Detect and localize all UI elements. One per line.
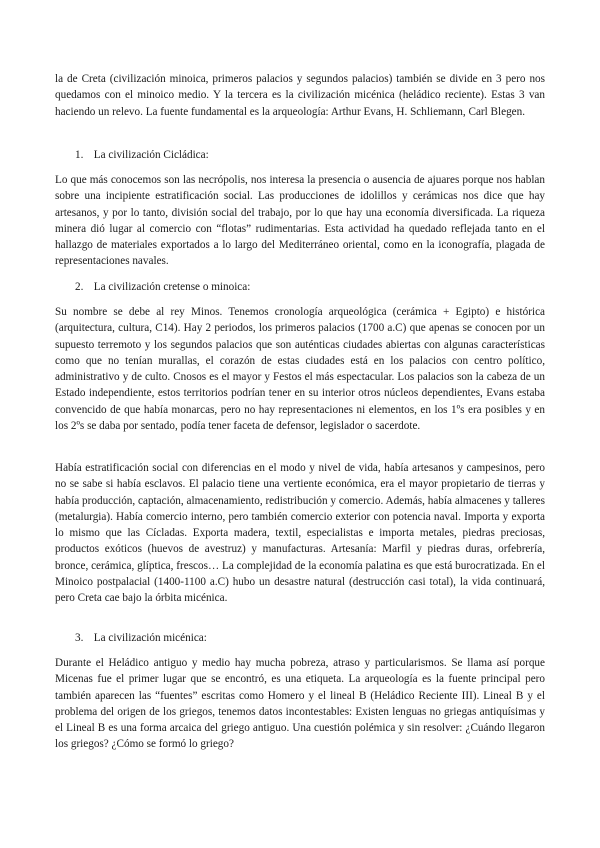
paragraph-micenica: Durante el Heládico antiguo y medio hay mucha pobreza, atraso y particularismos. Se llama así porque Micenas fue el primer lugar que se encontró, es una etiqueta. La arqueología es la fuente principal pero también aparecen las “fuentes” escritas como Homero y el lineal B (Heládico Reciente III). Lineal B y el problema del origen de los griegos, tenemos datos incontestables: Existen lenguas no griegas antiquísimas y el Lineal B es una forma arcaica del griego antiguo. Una cuestión polémica y sin resolver: ¿Cuándo llegaron los griegos? ¿Cómo se formó lo griego?	[55, 657, 545, 751]
section-heading-micenica	[75, 630, 207, 646]
paragraph-minoica-2: Había estratificación social con diferencias en el modo y nivel de vida, había artesanos y campesinos, pero no se sabe si había esclavos. El palacio tiene una vertiente económica, era el mayor propietario de tierras y había producción, captación, almacenamiento, redistribución y comercio. Además, había almacenes y talleres (metalurgia). Había comercio interno, pero también comercio exterior con potencia naval. Importa y exporta lo mismo que las Cícladas. Exporta madera, textil, especialistas e importa metales, piedras preciosas, productos exóticos (huevos de avestruz) y manufacturas. Artesanía: Marfil y piedras duras, orfebrería, bronce, cerámica, glíptica, frescos… La complejidad de la economía palatina es que está burocratizada. En el Minoico postpalacial (1400-1100 a.C) hubo un desastre natural (destrucción casi total), la vida continuará, pero Creta cae bajo la órbita micénica.	[55, 462, 545, 605]
section-number: 1.	[75, 149, 84, 161]
section-title: La civilización cretense o minoica:	[93, 281, 251, 293]
paragraph-ciclades: Lo que más conocemos son las necrópolis, nos interesa la presencia o ausencia de ajuares porque nos hablan sobre una incipiente estratificación social. Las producciones de idolillos y cerámicas nos dice que hay artesanos, y por lo tanto, división social del trabajo, por lo que hay una economía diversificada. La riqueza minera dió lugar al comercio con “flotas” rudimentarias. Esta actividad ha quedado reflejada tanto en el hallazgo de materiales exportados a lo largo del Mediterráneo oriental, como en la iconografía, plagada de representaciones navales.	[55, 174, 545, 268]
section-title: La civilización micénica:	[93, 632, 207, 644]
section-heading-minoica	[75, 279, 250, 295]
section-heading-ciclades	[75, 147, 209, 163]
section-number: 3.	[75, 632, 84, 644]
intro-paragraph: la de Creta (civilización minoica, primeros palacios y segundos palacios) también se divide en 3 pero nos quedamos con el minoico medio. Y la tercera es la civilización micénica (heládico reciente). Estas 3 van haciendo un relevo. La fuente fundamental es la arqueología: Arthur Evans, H. Schliemann, Carl Blegen.	[55, 73, 545, 118]
paragraph-minoica-1: Su nombre se debe al rey Minos. Tenemos cronología arqueológica (cerámica + Egipto) e histórica (arquitectura, cultura, C14). Hay 2 periodos, los primeros palacios (1700 a.C) que apenas se conocen por un supuesto terremoto y los segundos palacios que son auténticas ciudades abiertas con algunas características como que no tenían murallas, el corazón de estas ciudades está en los palacios con centro político, administrativo y de culto. Cnosos es el mayor y Festos el más espectacular. Los palacios son la cabeza de un Estado independiente, estos territorios podrían tener en su interior otros núcleos dependientes, Evans estaba convencido de que había monarcas, pero no hay representaciones ni elementos, en los 1ºs era posibles y en los 2ºs se daba por sentado, podía tener faceta de defensor, legislador o sacerdote.	[55, 306, 545, 433]
section-title: La civilización Cicládica:	[93, 149, 209, 161]
section-number: 2.	[75, 281, 84, 293]
